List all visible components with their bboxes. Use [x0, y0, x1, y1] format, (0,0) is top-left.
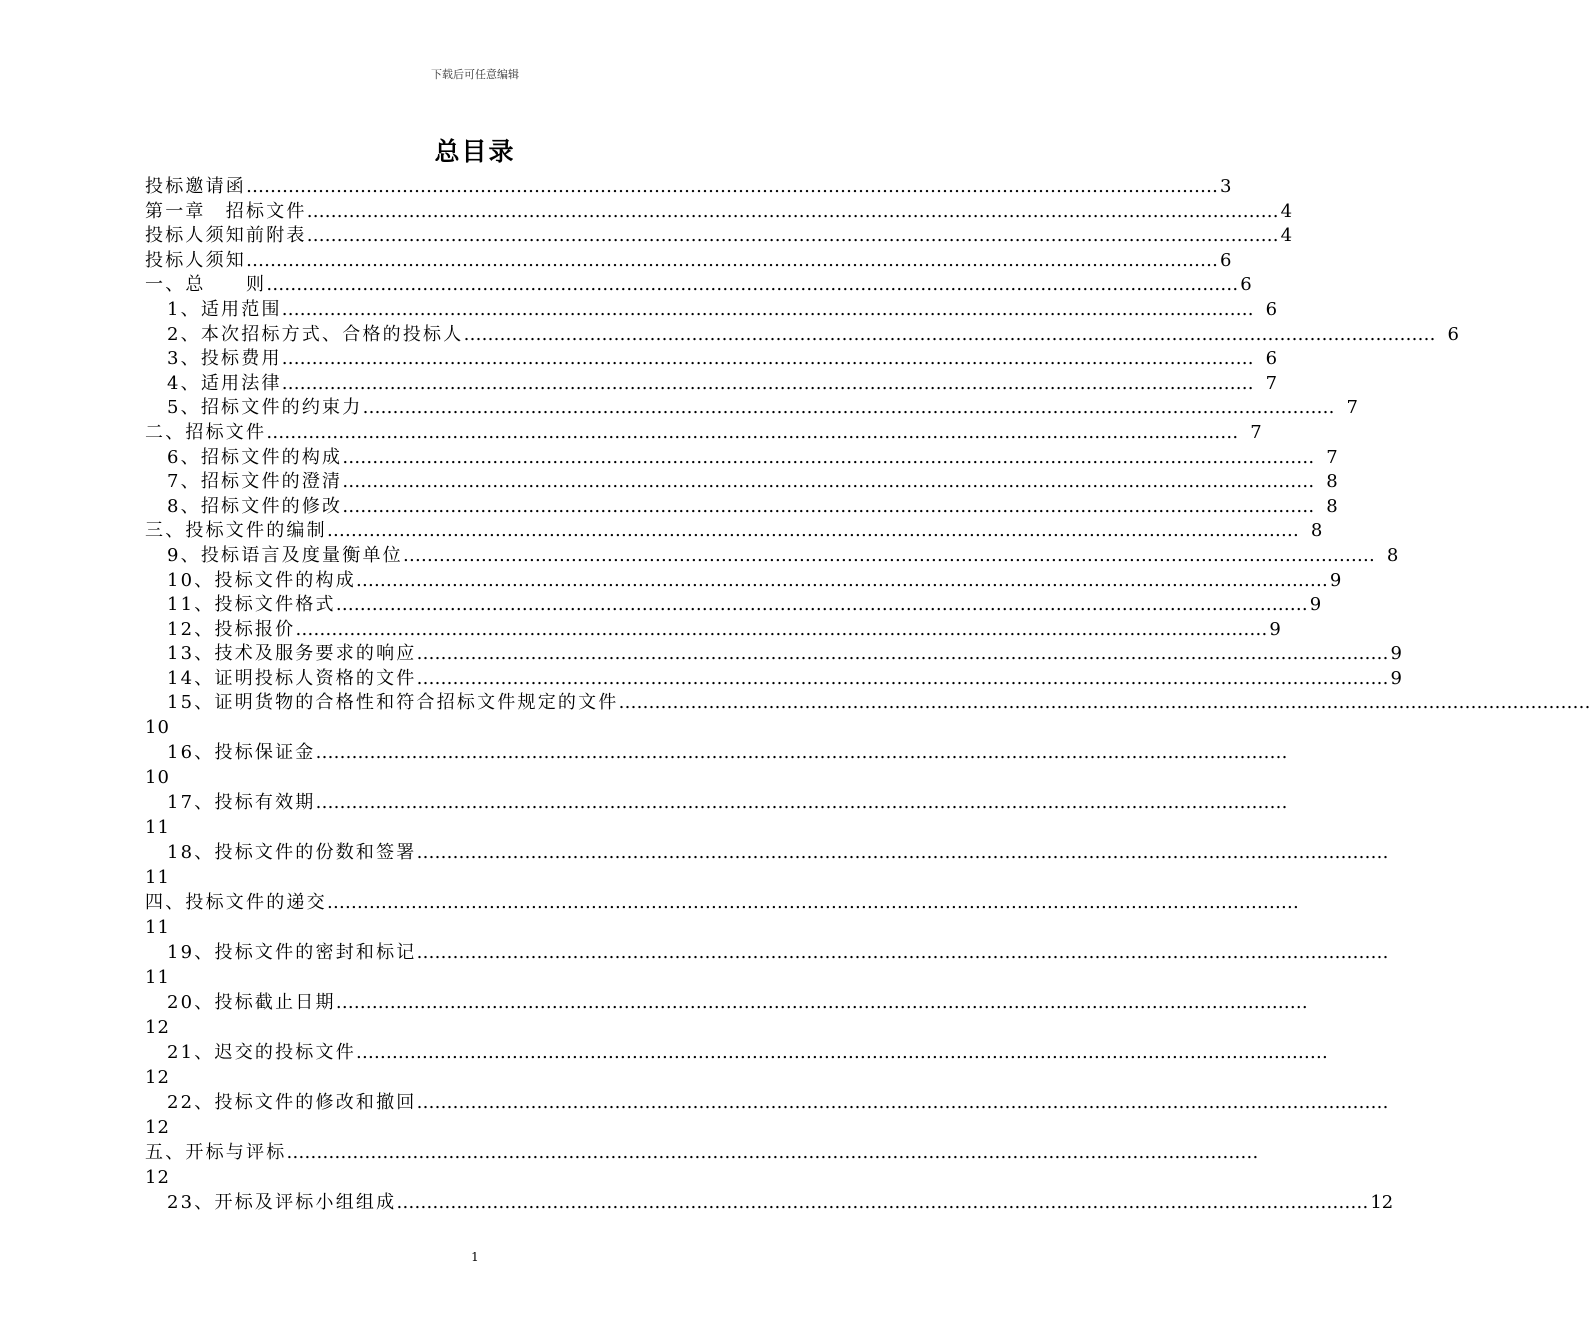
toc-entry-page: 6	[1240, 274, 1252, 296]
toc-entry-page: 3	[1220, 176, 1232, 197]
toc-entry-label: 11、投标文件格式	[167, 594, 336, 616]
toc-entry[interactable]	[145, 347, 1278, 372]
toc-entry-page: 10	[145, 767, 170, 789]
toc-entry[interactable]	[145, 691, 1591, 741]
toc-leader-dots: ………………………………………………………………………………………………………………………………………………	[306, 225, 1279, 247]
toc-entry-page: 12	[1370, 1192, 1394, 1214]
toc-entry[interactable]	[145, 667, 1402, 692]
toc-leader-dots: ………………………………………………………………………………………………………………………………………………	[342, 446, 1315, 468]
toc-entry[interactable]	[145, 1141, 1259, 1191]
toc-entry-label: 19、投标文件的密封和标记	[167, 942, 417, 964]
toc-entry-page: 11	[145, 917, 170, 939]
toc-entry-label: 投标人须知前附表	[145, 225, 307, 247]
toc-leader-dots: ………………………………………………………………………………………………………………………………………………	[416, 667, 1389, 689]
toc-entry[interactable]	[145, 224, 1293, 249]
toc-leader-dots: ………………………………………………………………………………………………………………………………………………	[362, 397, 1335, 419]
toc-entry-page: 9	[1390, 667, 1402, 689]
toc-leader-dots: ………………………………………………………………………………………………………………………………………………	[618, 692, 1591, 714]
toc-entry-page: 12	[145, 1017, 170, 1039]
toc-entry-page: 12	[145, 1167, 170, 1189]
toc-leader-dots: ………………………………………………………………………………………………………………………………………………	[342, 471, 1315, 493]
toc-entry-label: 一、总 则	[145, 274, 267, 296]
toc-entry[interactable]	[145, 1041, 1328, 1091]
toc-entry-page: 6	[1447, 323, 1459, 345]
toc-entry[interactable]	[145, 175, 1232, 200]
toc-entry[interactable]	[145, 273, 1252, 298]
toc-leader-dots: ………………………………………………………………………………………………………………………………………………	[402, 544, 1375, 566]
toc-entry-page: 7	[1265, 372, 1278, 394]
toc-entry-page: 4	[1280, 225, 1293, 247]
page-title: 总目录	[434, 137, 516, 166]
toc-entry-page: 8	[1310, 520, 1323, 542]
toc-entry-label: 13、技术及服务要求的响应	[167, 643, 417, 665]
toc-leader-dots: ………………………………………………………………………………………………………………………………………………	[416, 1092, 1389, 1114]
toc-entry-label: 9、投标语言及度量衡单位	[167, 544, 403, 566]
toc-entry-label: 五、开标与评标	[145, 1142, 287, 1164]
toc-entry-label: 8、招标文件的修改	[167, 495, 343, 517]
toc-entry[interactable]	[145, 569, 1342, 594]
toc-entry[interactable]	[145, 741, 1288, 791]
toc-entry-label: 23、开标及评标小组组成	[167, 1192, 397, 1214]
toc-entry-label: 17、投标有效期	[167, 792, 316, 814]
toc-leader-dots: ………………………………………………………………………………………………………………………………………………	[463, 323, 1436, 345]
toc-entry-page: 11	[145, 967, 170, 989]
toc-entry-page: 9	[1269, 618, 1281, 640]
toc-entry-label: 第一章 招标文件	[145, 200, 307, 222]
toc-leader-dots: ………………………………………………………………………………………………………………………………………………	[281, 348, 1254, 370]
table-of-contents	[145, 175, 1591, 1216]
toc-entry-page: 4	[1280, 200, 1293, 222]
toc-leader-dots: ………………………………………………………………………………………………………………………………………………	[246, 249, 1218, 271]
toc-entry-page: 6	[1265, 298, 1278, 320]
toc-entry-label: 投标人须知	[145, 249, 246, 271]
toc-entry[interactable]	[145, 323, 1459, 348]
toc-entry[interactable]	[145, 446, 1338, 471]
toc-entry-label: 三、投标文件的编制	[145, 520, 327, 542]
toc-entry-page: 10	[145, 717, 170, 739]
toc-leader-dots: ………………………………………………………………………………………………………………………………………………	[416, 942, 1389, 964]
toc-entry-label: 6、招标文件的构成	[167, 446, 343, 468]
toc-leader-dots: ………………………………………………………………………………………………………………………………………………	[335, 992, 1308, 1014]
toc-leader-dots: ………………………………………………………………………………………………………………………………………………	[315, 792, 1288, 814]
toc-entry[interactable]	[145, 544, 1399, 569]
toc-entry-page: 6	[1220, 249, 1232, 271]
toc-entry-label: 18、投标文件的份数和签署	[167, 842, 417, 864]
toc-entry[interactable]	[145, 941, 1389, 991]
toc-entry[interactable]	[145, 991, 1308, 1041]
toc-leader-dots: ………………………………………………………………………………………………………………………………………………	[306, 200, 1279, 222]
toc-entry-label: 二、招标文件	[145, 421, 267, 443]
toc-entry-label: 4、适用法律	[167, 372, 282, 394]
toc-entry-page: 11	[145, 867, 170, 889]
toc-entry[interactable]	[145, 841, 1389, 891]
toc-entry-label: 15、证明货物的合格性和符合招标文件规定的文件	[167, 692, 619, 714]
toc-entry-label: 5、招标文件的约束力	[167, 397, 363, 419]
toc-leader-dots: ………………………………………………………………………………………………………………………………………………	[326, 520, 1299, 542]
toc-entry[interactable]	[145, 421, 1262, 446]
toc-leader-dots: ………………………………………………………………………………………………………………………………………………	[266, 421, 1239, 443]
toc-leader-dots: ………………………………………………………………………………………………………………………………………………	[326, 892, 1299, 914]
toc-leader-dots: ………………………………………………………………………………………………………………………………………………	[396, 1192, 1369, 1214]
toc-entry[interactable]	[145, 642, 1402, 667]
toc-entry[interactable]	[145, 372, 1278, 397]
toc-entry-page: 11	[145, 817, 170, 839]
toc-entry-page: 9	[1390, 643, 1402, 665]
toc-entry-page: 9	[1329, 569, 1342, 591]
toc-entry[interactable]	[145, 396, 1358, 421]
toc-entry[interactable]	[145, 298, 1278, 323]
toc-entry-page: 12	[145, 1117, 170, 1139]
toc-leader-dots: ………………………………………………………………………………………………………………………………………………	[246, 176, 1218, 197]
toc-entry[interactable]	[145, 791, 1288, 841]
toc-entry-page: 8	[1326, 471, 1338, 493]
toc-entry[interactable]	[145, 891, 1299, 941]
toc-leader-dots: ………………………………………………………………………………………………………………………………………………	[266, 274, 1239, 296]
toc-entry-label: 16、投标保证金	[167, 742, 316, 764]
toc-entry[interactable]	[145, 200, 1293, 225]
toc-entry[interactable]	[145, 249, 1232, 274]
toc-entry-label: 22、投标文件的修改和撤回	[167, 1092, 417, 1114]
toc-entry-label: 四、投标文件的递交	[145, 892, 327, 914]
toc-entry-label: 1、适用范围	[167, 298, 282, 320]
toc-entry[interactable]	[145, 618, 1281, 643]
page-number: 1	[471, 1250, 479, 1264]
toc-entry-page: 12	[145, 1067, 170, 1089]
toc-entry[interactable]	[145, 1191, 1394, 1216]
toc-entry-label: 7、招标文件的澄清	[167, 471, 343, 493]
toc-entry[interactable]	[145, 519, 1323, 544]
toc-entry-label: 投标邀请函	[145, 176, 246, 197]
toc-leader-dots: ………………………………………………………………………………………………………………………………………………	[335, 594, 1308, 616]
toc-entry-label: 2、本次招标方式、合格的投标人	[167, 323, 464, 345]
toc-entry-page: 7	[1250, 421, 1262, 443]
toc-entry[interactable]	[145, 495, 1338, 520]
toc-leader-dots: ………………………………………………………………………………………………………………………………………………	[342, 495, 1315, 517]
toc-entry-page: 7	[1326, 446, 1338, 468]
toc-leader-dots: ………………………………………………………………………………………………………………………………………………	[355, 569, 1328, 591]
toc-leader-dots: ………………………………………………………………………………………………………………………………………………	[281, 372, 1254, 394]
toc-entry-page: 8	[1326, 495, 1338, 517]
toc-entry-label: 14、证明投标人资格的文件	[167, 667, 417, 689]
toc-leader-dots: ………………………………………………………………………………………………………………………………………………	[295, 618, 1268, 640]
toc-entry[interactable]	[145, 593, 1322, 618]
toc-entry-page: 9	[1309, 594, 1322, 616]
toc-leader-dots: ………………………………………………………………………………………………………………………………………………	[315, 742, 1288, 764]
toc-entry[interactable]	[145, 1091, 1389, 1141]
toc-entry-label: 20、投标截止日期	[167, 992, 336, 1014]
toc-entry-label: 21、迟交的投标文件	[167, 1042, 356, 1064]
toc-entry-page: 7	[1346, 397, 1358, 419]
toc-entry-label: 3、投标费用	[167, 348, 282, 370]
toc-entry-page: 6	[1265, 348, 1278, 370]
toc-entry[interactable]	[145, 470, 1338, 495]
toc-leader-dots: ………………………………………………………………………………………………………………………………………………	[281, 298, 1254, 320]
toc-entry-label: 10、投标文件的构成	[167, 569, 356, 591]
toc-leader-dots: ………………………………………………………………………………………………………………………………………………	[355, 1042, 1328, 1064]
toc-leader-dots: ………………………………………………………………………………………………………………………………………………	[286, 1142, 1259, 1164]
toc-entry-page: 8	[1386, 544, 1399, 566]
header-note: 下载后可任意编辑	[431, 68, 519, 81]
toc-leader-dots: ………………………………………………………………………………………………………………………………………………	[416, 842, 1389, 864]
toc-leader-dots: ………………………………………………………………………………………………………………………………………………	[416, 643, 1389, 665]
toc-entry-label: 12、投标报价	[167, 618, 296, 640]
